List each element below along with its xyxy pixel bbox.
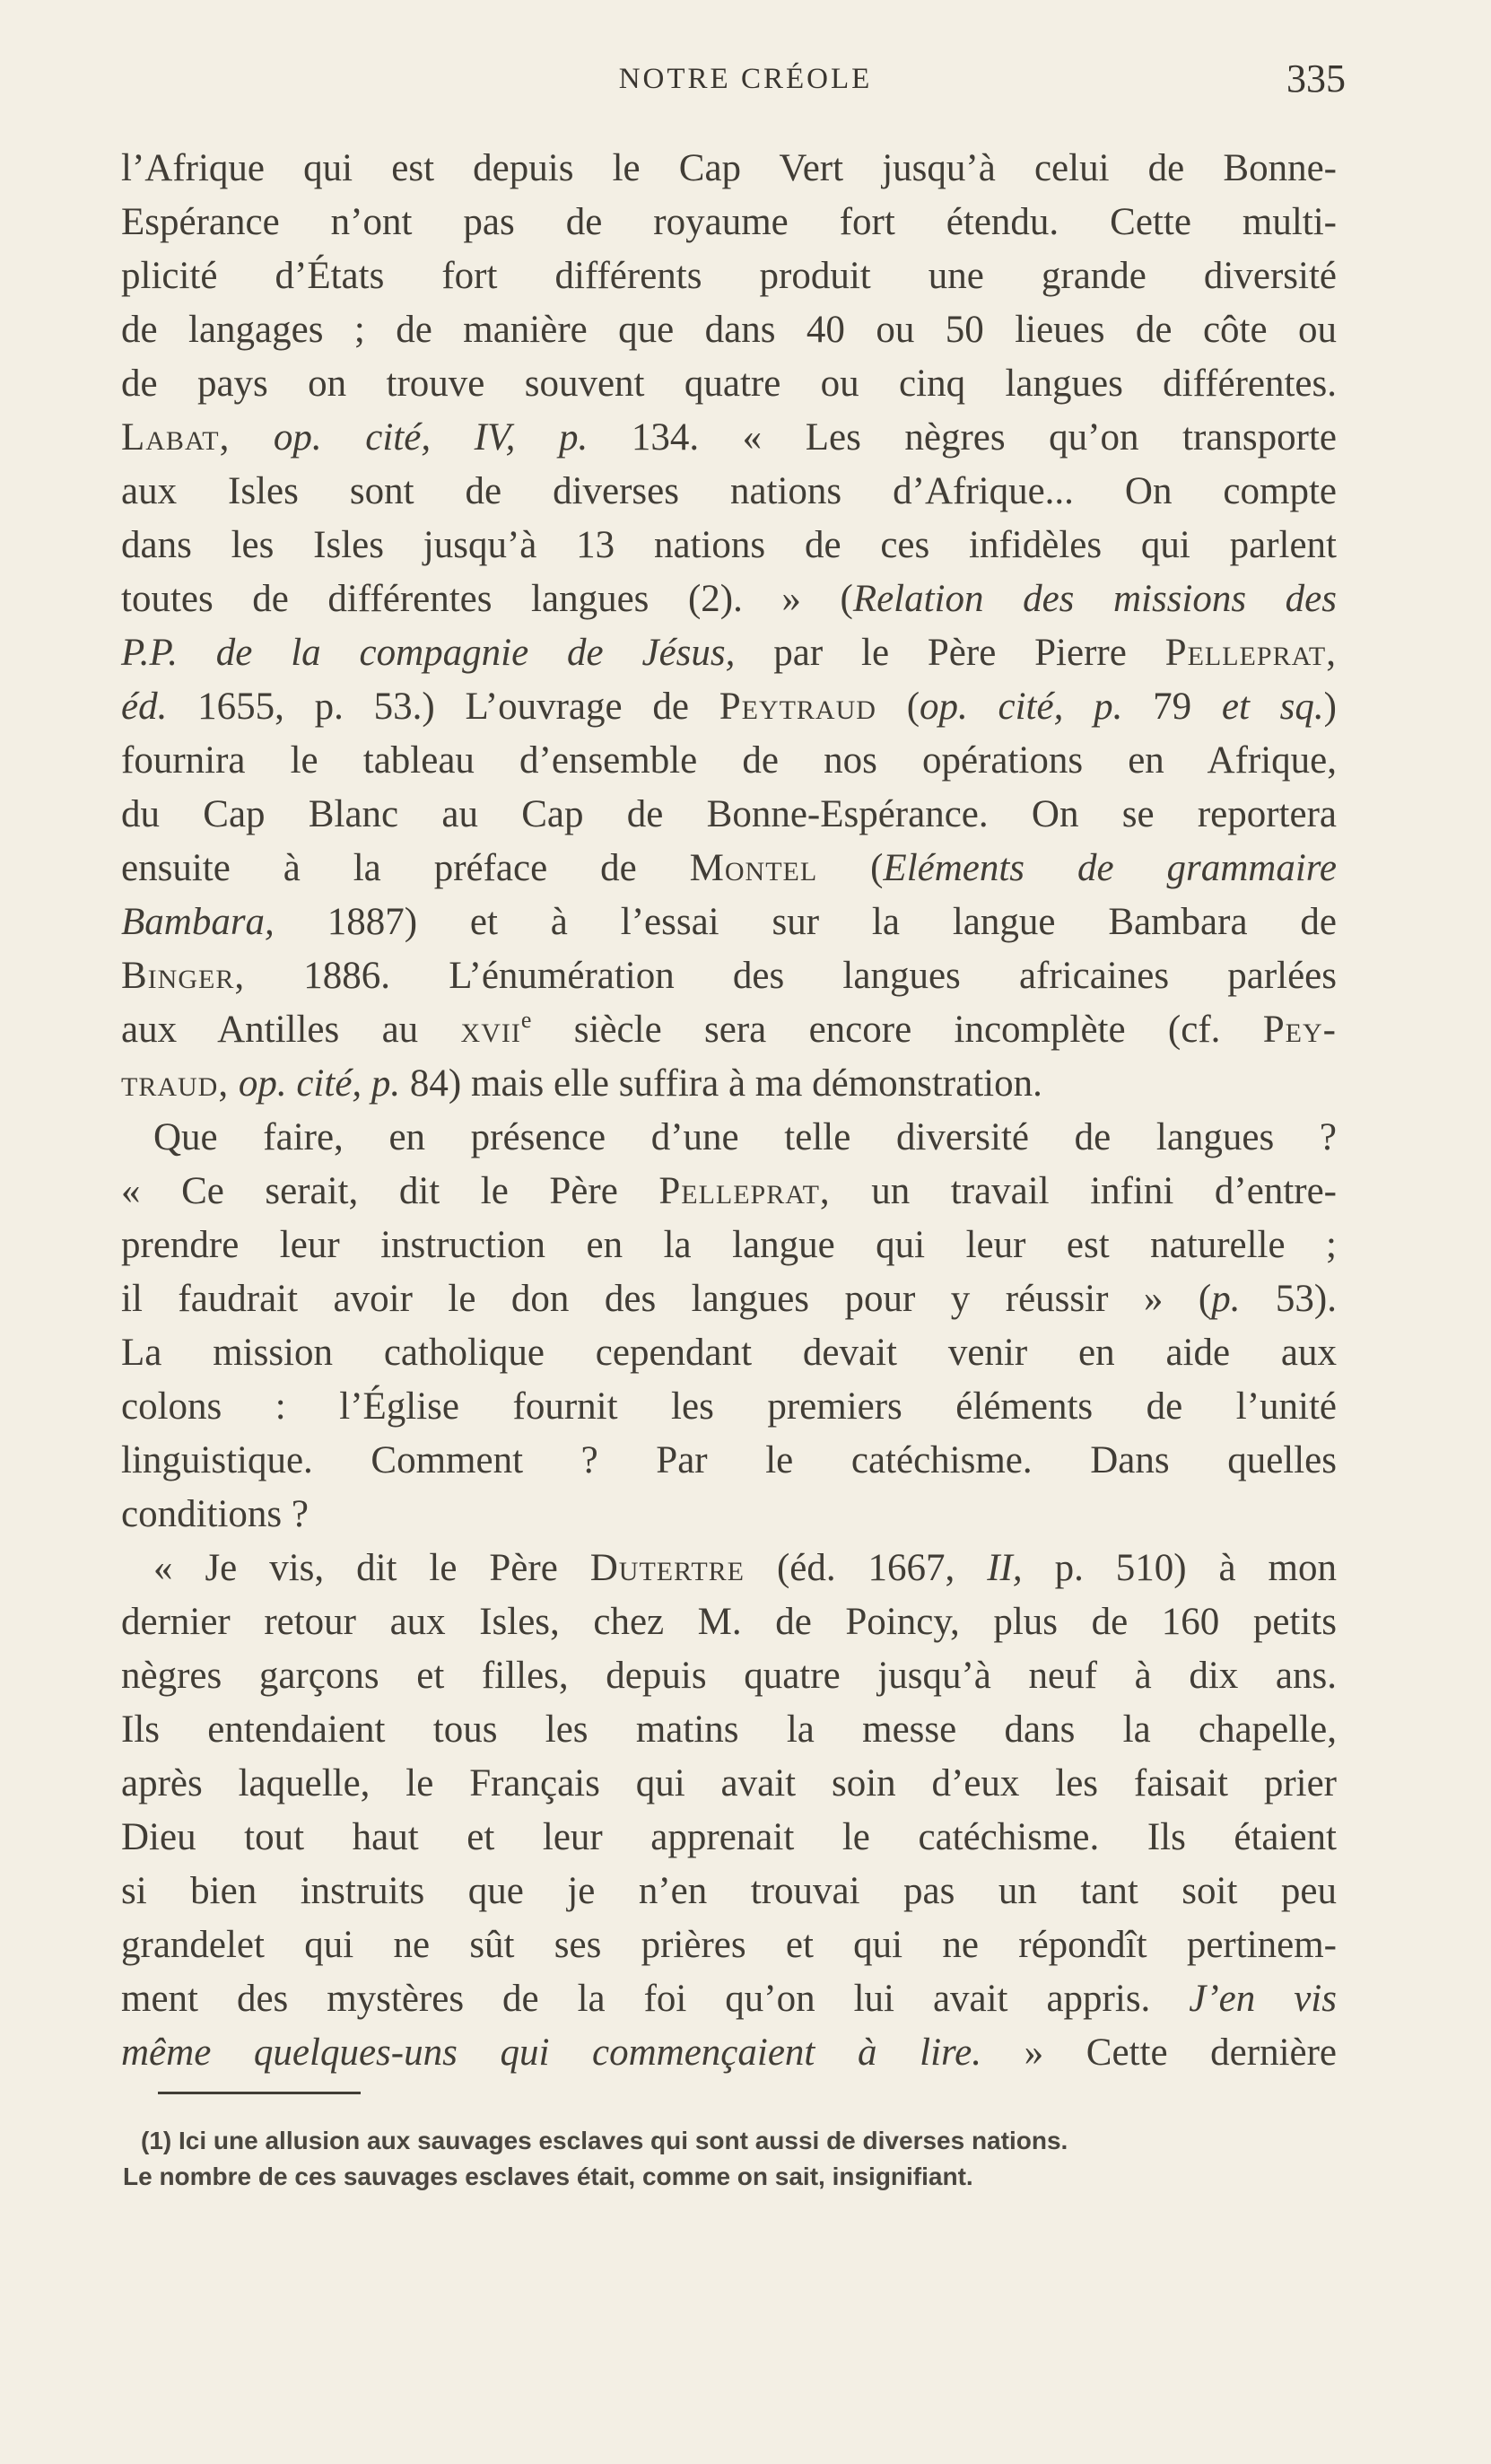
text-run: l’Afrique qui est depuis le Cap Vert jusqu’à celui de Bonne- <box>121 147 1337 189</box>
text-line <box>121 196 1337 249</box>
book-title: Eléments de grammaire <box>883 847 1337 889</box>
page-number: 335 <box>1286 57 1346 100</box>
text-line <box>121 1811 1337 1865</box>
text-line <box>121 1434 1337 1488</box>
text-line <box>121 303 1337 357</box>
author-name: traud, <box>121 1062 230 1105</box>
text-run: ) <box>1323 686 1337 728</box>
footnote-line: (1) Ici une allusion aux sauvages esclaves qui sont aussi de diverses nations. <box>141 2127 1068 2154</box>
running-head <box>0 56 1491 109</box>
quotation-italic: même quelques-uns qui commençaient à lire. <box>121 2031 982 2074</box>
text-run: linguistique. Comment ? Par le catéchisme. Dans quelles <box>121 1439 1337 1481</box>
text-run: 1655, p. 53.) L’ouvrage de <box>167 686 719 728</box>
text-line <box>121 411 1337 465</box>
footnotes <box>123 2123 1336 2195</box>
text-run: Ils entendaient tous les matins la messe dans la chapelle, <box>121 1708 1337 1751</box>
text-run: de pays on trouve souvent quatre ou cinq langues différentes. <box>121 363 1337 405</box>
text-line <box>121 2026 1337 2080</box>
text-line <box>121 1865 1337 1918</box>
text-line <box>121 1757 1337 1811</box>
text-line <box>121 626 1337 680</box>
author-name: Pelleprat, <box>658 1170 831 1212</box>
text-run: dernier retour aux Isles, chez M. de Poincy, plus de 160 petits <box>121 1601 1337 1643</box>
text-run: 84) mais elle suffira à ma démonstration. <box>400 1062 1042 1105</box>
text-line <box>121 1111 1337 1165</box>
text-line <box>121 680 1337 734</box>
citation-italic: op. cité, p. <box>920 686 1123 728</box>
text-run: conditions ? <box>121 1493 309 1535</box>
text-run: « Je vis, dit le Père <box>153 1547 590 1589</box>
text-line <box>121 1272 1337 1326</box>
text-line <box>121 1488 1337 1542</box>
text-run: siècle sera encore incomplète (cf. <box>531 1009 1263 1051</box>
text-run: grandelet qui ne sût ses prières et qui ne répondît pertinem- <box>121 1924 1337 1966</box>
running-title: NOTRE CRÉOLE <box>618 63 873 95</box>
citation-italic: p. <box>1211 1278 1241 1320</box>
text-run: prendre leur instruction en la langue qui leur est naturelle ; <box>121 1224 1337 1266</box>
text-line <box>121 1595 1337 1649</box>
quotation-italic: J’en vis <box>1189 1978 1337 2020</box>
citation-italic: II, <box>987 1547 1023 1589</box>
text-run: fournira le tableau d’ensemble de nos opérations en Afrique, <box>121 739 1337 782</box>
book-title: Bambara, <box>121 901 275 943</box>
text-run: 1886. L’énumération des langues africaines parlées <box>245 955 1337 997</box>
text-run: un travail infini d’entre- <box>830 1170 1337 1212</box>
text-run: plicité d’États fort différents produit une grande diversité <box>121 255 1337 297</box>
text-line <box>121 249 1337 303</box>
text-line <box>121 1542 1337 1595</box>
author-name: Dutertre <box>589 1547 745 1589</box>
text-line <box>121 1918 1337 1972</box>
citation-italic: op. cité, IV, p. <box>230 416 589 459</box>
text-line <box>121 1326 1337 1380</box>
text-line <box>121 465 1337 519</box>
text-run: si bien instruits que je n’en trouvai pas un tant soit peu <box>121 1870 1337 1912</box>
text-line <box>121 1649 1337 1703</box>
text-run: 79 <box>1122 686 1222 728</box>
text-run: La mission catholique cependant devait venir en aide aux <box>121 1332 1337 1374</box>
footnote-line: Le nombre de ces sauvages esclaves était, comme on sait, insignifiant. <box>123 2163 973 2190</box>
text-line <box>121 1057 1337 1111</box>
text-run: 1887) et à l’essai sur la langue Bambara de <box>274 901 1337 943</box>
text-run: ( <box>817 847 884 889</box>
text-run: ( <box>876 686 920 728</box>
text-run: « Ce serait, dit le Père <box>121 1170 659 1212</box>
author-name: Binger, <box>121 955 246 997</box>
text-run: dans les Isles jusqu’à 13 nations de ces infidèles qui parlent <box>121 524 1337 566</box>
text-line <box>121 1219 1337 1272</box>
text-run: ensuite à la préface de <box>121 847 690 889</box>
book-title: P.P. de la compagnie de Jésus, <box>121 632 736 674</box>
text-line <box>121 1380 1337 1434</box>
text-run: p. 510) à mon <box>1022 1547 1337 1589</box>
text-run: de langages ; de manière que dans 40 ou 50 lieues de côte ou <box>121 309 1337 351</box>
text-line <box>121 842 1337 896</box>
text-run: aux Antilles au <box>121 1009 461 1051</box>
text-run: Dieu tout haut et leur apprenait le catéchisme. Ils étaient <box>121 1816 1337 1858</box>
author-name: Pey- <box>1262 1009 1337 1051</box>
text-run: nègres garçons et filles, depuis quatre jusqu’à neuf à dix ans. <box>121 1655 1337 1697</box>
book-title: Relation des missions des <box>852 578 1337 620</box>
text-run: » Cette dernière <box>981 2031 1338 2074</box>
text-line <box>121 357 1337 411</box>
text-line <box>121 519 1337 572</box>
text-run: toutes de différentes langues (2). » ( <box>121 578 853 620</box>
text-run: Espérance n’ont pas de royaume fort étendu. Cette multi- <box>121 201 1337 243</box>
text-run: 53). <box>1240 1278 1337 1320</box>
text-line <box>121 572 1337 626</box>
text-run: par le Père Pierre <box>735 632 1165 674</box>
citation-italic: et sq. <box>1221 686 1324 728</box>
author-name: Pelleprat, <box>1164 632 1337 674</box>
text-line <box>121 1165 1337 1219</box>
text-line <box>121 896 1337 949</box>
text-line <box>121 142 1337 196</box>
text-run: aux Isles sont de diverses nations d’Afrique... On compte <box>121 470 1337 512</box>
text-run: Que faire, en présence d’une telle diversité de langues ? <box>153 1116 1337 1158</box>
text-line <box>121 949 1337 1003</box>
text-line <box>121 734 1337 788</box>
text-run: du Cap Blanc au Cap de Bonne-Espérance. On se reportera <box>121 793 1337 835</box>
author-name: Labat, <box>121 416 231 459</box>
text-run: il faudrait avoir le don des langues pour y réussir » ( <box>121 1278 1212 1320</box>
superscript: e <box>520 1007 532 1033</box>
citation-italic: éd. <box>121 686 168 728</box>
text-line <box>121 788 1337 842</box>
text-run: 134. « Les nègres qu’on transporte <box>588 416 1337 459</box>
text-line <box>121 1972 1337 2026</box>
text-run: colons : l’Église fournit les premiers éléments de l’unité <box>121 1385 1337 1428</box>
citation-italic: op. cité, p. <box>229 1062 401 1105</box>
author-name: Peytraud <box>719 686 876 728</box>
century-numeral: xvii <box>460 1009 521 1051</box>
text-run: après laquelle, le Français qui avait soin d’eux les faisait prier <box>121 1762 1337 1804</box>
text-line <box>121 1003 1337 1057</box>
text-line <box>121 1703 1337 1757</box>
footnote-rule <box>158 2092 361 2094</box>
text-run: (éd. 1667, <box>745 1547 988 1589</box>
body-text <box>121 142 1337 2080</box>
author-name: Montel <box>689 847 818 889</box>
text-run: ment des mystères de la foi qu’on lui avait appris. <box>121 1978 1190 2020</box>
